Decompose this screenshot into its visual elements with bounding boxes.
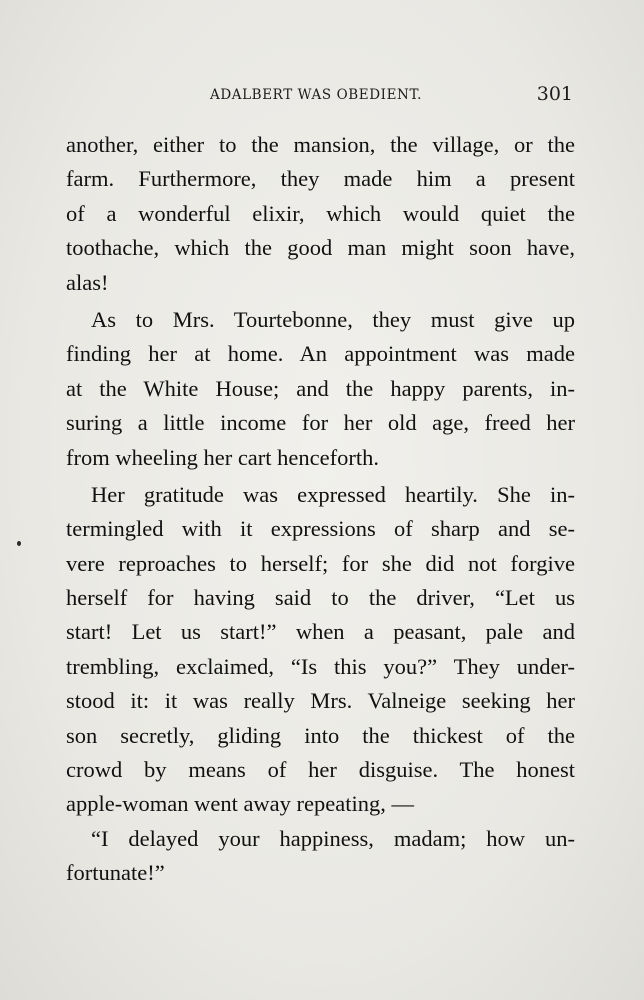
page-header bbox=[66, 83, 575, 107]
text-line: of a wonderful elixir, which would quiet the bbox=[66, 200, 575, 226]
text-line: As to Mrs. Tourtebonne, they must give up bbox=[91, 306, 575, 332]
ink-speck bbox=[17, 541, 21, 546]
text-line: from wheeling her cart henceforth. bbox=[66, 444, 379, 470]
paragraph bbox=[66, 303, 575, 475]
text-line: vere reproaches to herself; for she did not forgive bbox=[66, 550, 575, 576]
text-line: fortunate!” bbox=[66, 860, 165, 886]
body-text bbox=[66, 128, 575, 891]
text-line: herself for having said to the driver, “Let us bbox=[66, 585, 575, 611]
paragraph bbox=[66, 822, 575, 891]
text-line: start! Let us start!” when a peasant, pale and bbox=[66, 619, 575, 645]
text-line: son secretly, gliding into the thickest of the bbox=[66, 722, 575, 748]
text-line: another, either to the mansion, the village, or the bbox=[66, 132, 575, 157]
text-line: alas! bbox=[66, 269, 109, 295]
text-line: Her gratitude was expressed heartily. She in- bbox=[91, 481, 575, 507]
text-line: farm. Furthermore, they made him a present bbox=[66, 166, 575, 192]
paragraph bbox=[66, 128, 575, 300]
text-line: stood it: it was really Mrs. Valneige seeking her bbox=[66, 688, 575, 714]
text-line: crowd by means of her disguise. The honest bbox=[66, 757, 575, 783]
text-line: apple-woman went away repeating, — bbox=[66, 791, 414, 817]
text-line: finding her at home. An appointment was made bbox=[66, 341, 575, 367]
running-head: ADALBERT WAS OBEDIENT. bbox=[210, 87, 422, 103]
text-line: toothache, which the good man might soon have, bbox=[66, 235, 575, 261]
text-line: suring a little income for her old age, freed her bbox=[66, 410, 575, 436]
paragraph bbox=[66, 478, 575, 822]
text-line: trembling, exclaimed, “Is this you?” They under- bbox=[66, 653, 575, 679]
text-line: “I delayed your happiness, madam; how un- bbox=[91, 825, 575, 851]
text-line: at the White House; and the happy parents, in- bbox=[66, 375, 575, 401]
text-line: termingled with it expressions of sharp and se- bbox=[66, 516, 575, 542]
page-number: 301 bbox=[536, 83, 573, 105]
